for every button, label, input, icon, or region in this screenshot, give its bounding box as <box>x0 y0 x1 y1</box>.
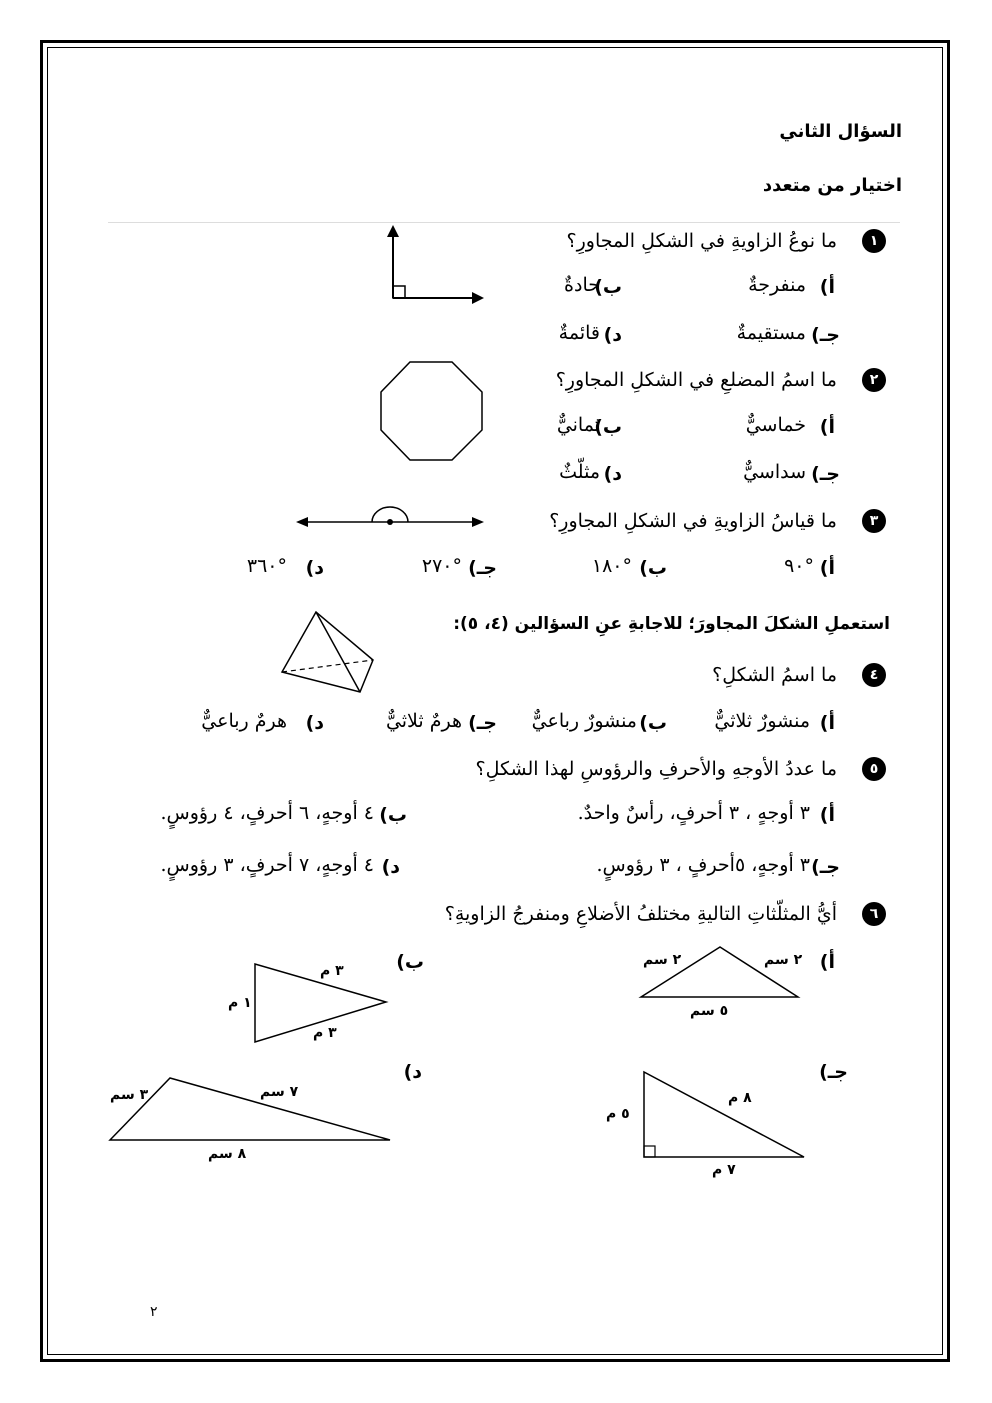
q1-option-d[interactable]: قائمةٌ <box>558 322 600 344</box>
q1-option-c-letter[interactable]: جـ) <box>811 324 840 346</box>
q4-option-a[interactable]: منشورٌ ثلاثيٌّ <box>714 710 810 732</box>
q5-option-b[interactable]: ٤ أوجهٍ، ٦ أحرفٍ، ٤ رؤوسٍ. <box>160 802 374 824</box>
triangle-b-top-label: ٣ م <box>320 963 344 979</box>
q2-option-b-letter[interactable]: ب) <box>594 416 622 438</box>
straight-angle-figure <box>296 505 486 535</box>
triangle-c-base-label: ٧ م <box>712 1162 736 1178</box>
question-number-2: ٢ <box>862 368 886 392</box>
q5-option-d-letter[interactable]: د) <box>381 856 400 878</box>
triangle-a-left-label: ٢ سم <box>643 952 682 968</box>
question-6-text: أيُّ المثلّثاتِ التاليةِ مختلفُ الأضلاعِ ومنفرجُ الزاويةِ؟ <box>444 903 837 925</box>
q2-option-c-letter[interactable]: جـ) <box>811 463 840 485</box>
q5-option-a[interactable]: ٣ أوجهٍ ، ٣ أحرفٍ، رأسٌ واحدٌ. <box>577 802 810 824</box>
q1-option-b[interactable]: حادةٌ <box>564 274 600 296</box>
question-4-text: ما اسمُ الشكلِ؟ <box>712 664 837 686</box>
right-angle-figure <box>382 225 482 305</box>
q6-option-c-letter[interactable]: جـ) <box>819 1061 848 1083</box>
triangle-a-base-label: ٥ سم <box>690 1003 729 1019</box>
question-number-3: ٣ <box>862 509 886 533</box>
octagon-figure <box>380 361 484 461</box>
q3-option-a-letter[interactable]: أ) <box>819 557 835 579</box>
q4-option-c-letter[interactable]: جـ) <box>468 712 497 734</box>
q6-option-d-letter[interactable]: د) <box>403 1061 422 1083</box>
q2-option-d-letter[interactable]: د) <box>603 463 622 485</box>
q4-option-c[interactable]: هرمٌ ثلاثيٌّ <box>385 710 462 732</box>
q2-option-a[interactable]: خماسيٌّ <box>745 414 806 436</box>
question-number-5: ٥ <box>862 757 886 781</box>
question-number-6: ٦ <box>862 902 886 926</box>
q3-option-a[interactable]: °٩٠ <box>784 555 814 577</box>
q1-option-a[interactable]: منفرجةٌ <box>748 274 806 296</box>
q1-option-d-letter[interactable]: د) <box>603 324 622 346</box>
section-subtitle: اختيار من متعدد <box>762 175 902 196</box>
q6-option-b-letter[interactable]: ب) <box>396 951 424 973</box>
q2-option-d[interactable]: مثلّثٌ <box>559 461 600 483</box>
triangle-c <box>640 1070 810 1164</box>
triangle-c-left-label: ٥ م <box>606 1106 630 1122</box>
q4-option-a-letter[interactable]: أ) <box>819 712 835 734</box>
pyramid-figure <box>280 610 380 696</box>
question-1-text: ما نوعُ الزاويةِ في الشكلِ المجاورِ؟ <box>566 230 837 252</box>
triangle-d-base-label: ٨ سم <box>208 1146 247 1162</box>
triangle-d-left-label: ٣ سم <box>110 1087 149 1103</box>
instruction-text: استعملِ الشكلَ المجاورَ؛ للاجابةِ عنِ السؤالين (٤، ٥): <box>453 614 890 634</box>
q5-option-c[interactable]: ٣ أوجهٍ، ٥أحرفٍ ، ٣ رؤوسٍ. <box>596 854 810 876</box>
triangle-b-left-label: ١ م <box>228 995 252 1011</box>
triangle-a-right-label: ٢ سم <box>764 952 803 968</box>
question-number-4: ٤ <box>862 663 886 687</box>
q3-option-b-letter[interactable]: ب) <box>639 557 667 579</box>
question-5-text: ما عددُ الأوجهِ والأحرفِ والرؤوسِ لهذا الشكلِ؟ <box>475 758 837 780</box>
q1-option-c[interactable]: مستقيمةٌ <box>736 322 806 344</box>
q5-option-d[interactable]: ٤ أوجهٍ، ٧ أحرفٍ، ٣ رؤوسٍ. <box>160 854 374 876</box>
q1-option-b-letter[interactable]: ب) <box>594 276 622 298</box>
divider <box>108 222 900 223</box>
page-number: ٢ <box>150 1304 158 1320</box>
q5-option-a-letter[interactable]: أ) <box>819 804 835 826</box>
q1-option-a-letter[interactable]: أ) <box>819 276 835 298</box>
triangle-b-bottom-label: ٣ م <box>313 1025 337 1041</box>
question-3-text: ما قياسُ الزاويةِ في الشكلِ المجاورِ؟ <box>549 510 837 532</box>
q5-option-c-letter[interactable]: جـ) <box>811 856 840 878</box>
section-title: السؤال الثاني <box>779 121 902 142</box>
q6-option-a-letter[interactable]: أ) <box>819 951 835 973</box>
question-number-1: ١ <box>862 229 886 253</box>
q4-option-b-letter[interactable]: ب) <box>639 712 667 734</box>
q3-option-d-letter[interactable]: د) <box>305 557 324 579</box>
q3-option-d[interactable]: °٣٦٠ <box>246 555 287 577</box>
q2-option-b[interactable]: ثمانيٌّ <box>556 414 600 436</box>
q5-option-b-letter[interactable]: ب) <box>379 804 407 826</box>
triangle-d-top-label: ٧ سم <box>260 1084 299 1100</box>
triangle-d <box>106 1074 396 1144</box>
q3-option-c[interactable]: °٢٧٠ <box>421 555 462 577</box>
question-2-text: ما اسمُ المضلعِ في الشكلِ المجاورِ؟ <box>555 369 837 391</box>
q3-option-c-letter[interactable]: جـ) <box>468 557 497 579</box>
q4-option-d[interactable]: هرمٌ رباعيٌّ <box>201 710 287 732</box>
q2-option-c[interactable]: سداسيٌّ <box>743 461 806 483</box>
q3-option-b[interactable]: °١٨٠ <box>591 555 632 577</box>
q4-option-b[interactable]: منشورٌ رباعيٌّ <box>531 710 637 732</box>
q2-option-a-letter[interactable]: أ) <box>819 416 835 438</box>
triangle-c-hyp-label: ٨ م <box>728 1090 752 1106</box>
q4-option-d-letter[interactable]: د) <box>305 712 324 734</box>
